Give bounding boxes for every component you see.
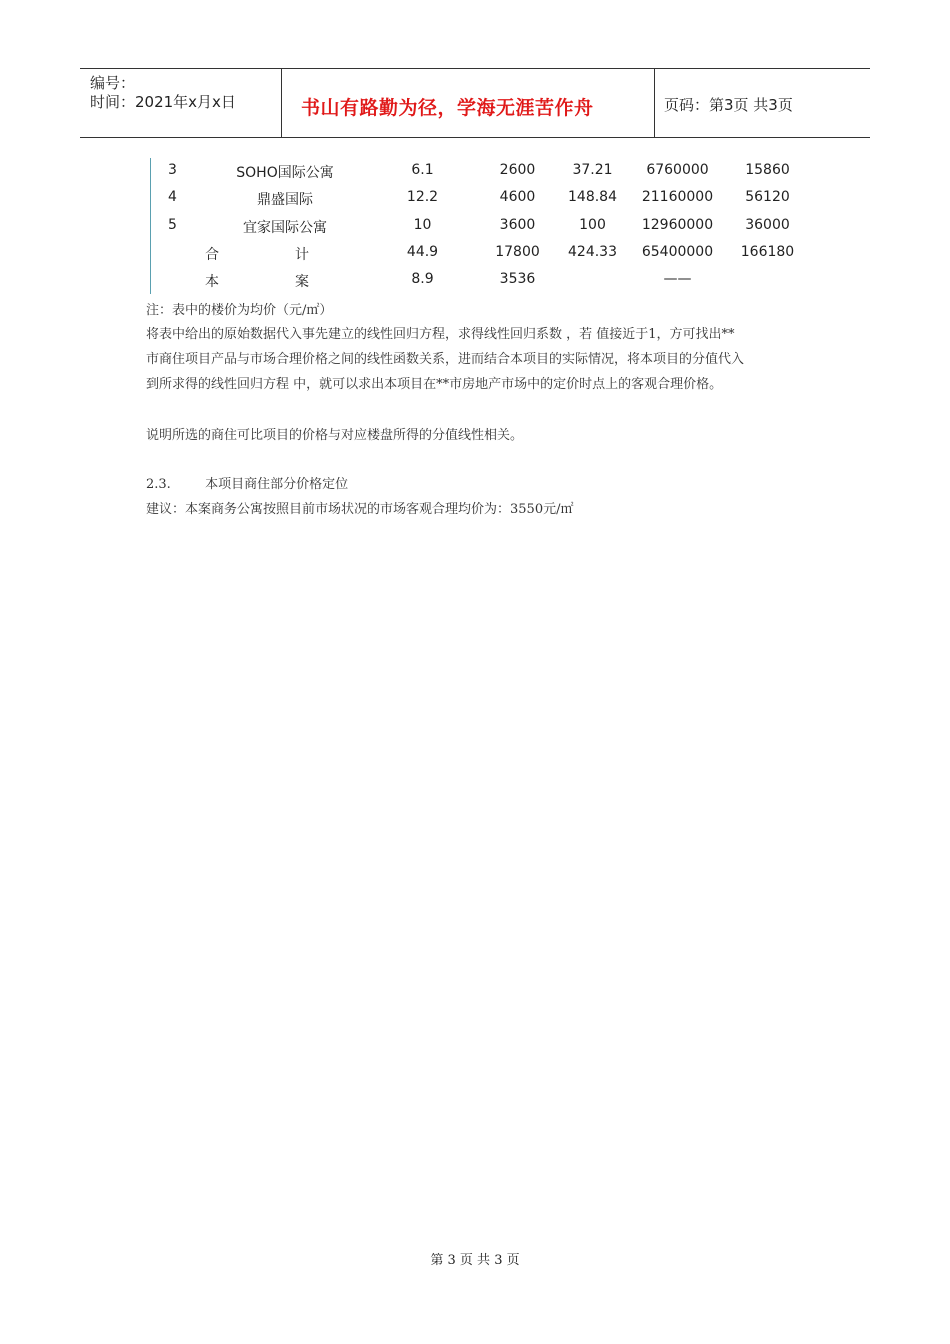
- table-row: [150, 217, 870, 241]
- row-number: 5: [168, 217, 177, 233]
- price-squared-value: 12960000: [641, 217, 714, 233]
- product-value: 56120: [745, 189, 790, 205]
- project-name: 鼎盛国际: [257, 192, 313, 208]
- document-time-label: 时间：2021年x月x日: [90, 93, 236, 111]
- score-value: 6.1: [411, 162, 434, 178]
- table-project-row: [150, 271, 870, 295]
- price-value: 4600: [499, 189, 536, 205]
- total-product: 166180: [740, 244, 795, 260]
- table-row: [150, 189, 870, 213]
- project-label-first: 本: [205, 274, 219, 290]
- score-squared-value: 148.84: [568, 189, 617, 205]
- total-label-first: 合: [205, 247, 219, 263]
- project-score: 8.9: [411, 271, 434, 287]
- page-footer: 第 3 页 共 3 页: [430, 1253, 520, 1268]
- paragraph-line: 将表中给出的原始数据代入事先建立的线性回归方程，求得线性回归系数 ，若 值接近于1，方可找出**: [146, 327, 735, 342]
- section-title: 本项目商住部分价格定位: [205, 477, 349, 492]
- project-price: 3536: [499, 271, 536, 287]
- section-number: 2.3.: [146, 477, 171, 492]
- header-motto-cell: [281, 69, 655, 137]
- product-value: 36000: [745, 217, 790, 233]
- total-score: 44.9: [406, 244, 439, 260]
- total-label-second: 计: [295, 247, 309, 263]
- row-number: 4: [168, 189, 177, 205]
- paragraph-line: 市商住项目产品与市场合理价格之间的线性函数关系，进而结合本项目的实际情况，将本项目的分值代入: [146, 352, 745, 367]
- total-price-squared: 65400000: [641, 244, 714, 260]
- section-heading: [146, 473, 348, 492]
- document-number-label: 编号：: [90, 74, 136, 92]
- score-squared-value: 100: [579, 217, 606, 233]
- header-motto: 书山有路勤为径，学海无涯苦作舟: [301, 97, 594, 119]
- table-total-row: [150, 244, 870, 268]
- score-value: 10: [413, 217, 432, 233]
- row-number: 3: [168, 162, 177, 178]
- table-row: [150, 162, 870, 186]
- price-value: 2600: [499, 162, 536, 178]
- suggestion-text: 建议：本案商务公寓按照目前市场状况的市场客观合理均价为：3550元/㎡: [146, 502, 574, 517]
- price-value: 3600: [499, 217, 536, 233]
- total-price: 17800: [495, 244, 540, 260]
- price-squared-value: 21160000: [641, 189, 714, 205]
- header-info-cell: [80, 69, 282, 137]
- project-label-second: 案: [295, 274, 309, 290]
- header-page-number: 页码：第3页 共3页: [664, 96, 793, 114]
- paragraph-line: 到所求得的线性回归方程 中，就可以求出本项目在**市房地产市场中的定价时点上的客观合理价格。: [146, 377, 723, 392]
- project-name: 宜家国际公寓: [243, 220, 327, 236]
- page-header: [80, 68, 870, 138]
- project-dash: ——: [663, 271, 692, 287]
- header-page-cell: [655, 69, 870, 137]
- score-value: 12.2: [406, 189, 439, 205]
- product-value: 15860: [745, 162, 790, 178]
- table-note: 注：表中的楼价为均价（元/㎡）: [146, 303, 333, 318]
- price-squared-value: 6760000: [646, 162, 709, 178]
- explanation-text: 说明所选的商住可比项目的价格与对应楼盘所得的分值线性相关。: [146, 428, 524, 443]
- score-squared-value: 37.21: [572, 162, 613, 178]
- project-name: SOHO国际公寓: [236, 165, 334, 181]
- total-score-squared: 424.33: [568, 244, 617, 260]
